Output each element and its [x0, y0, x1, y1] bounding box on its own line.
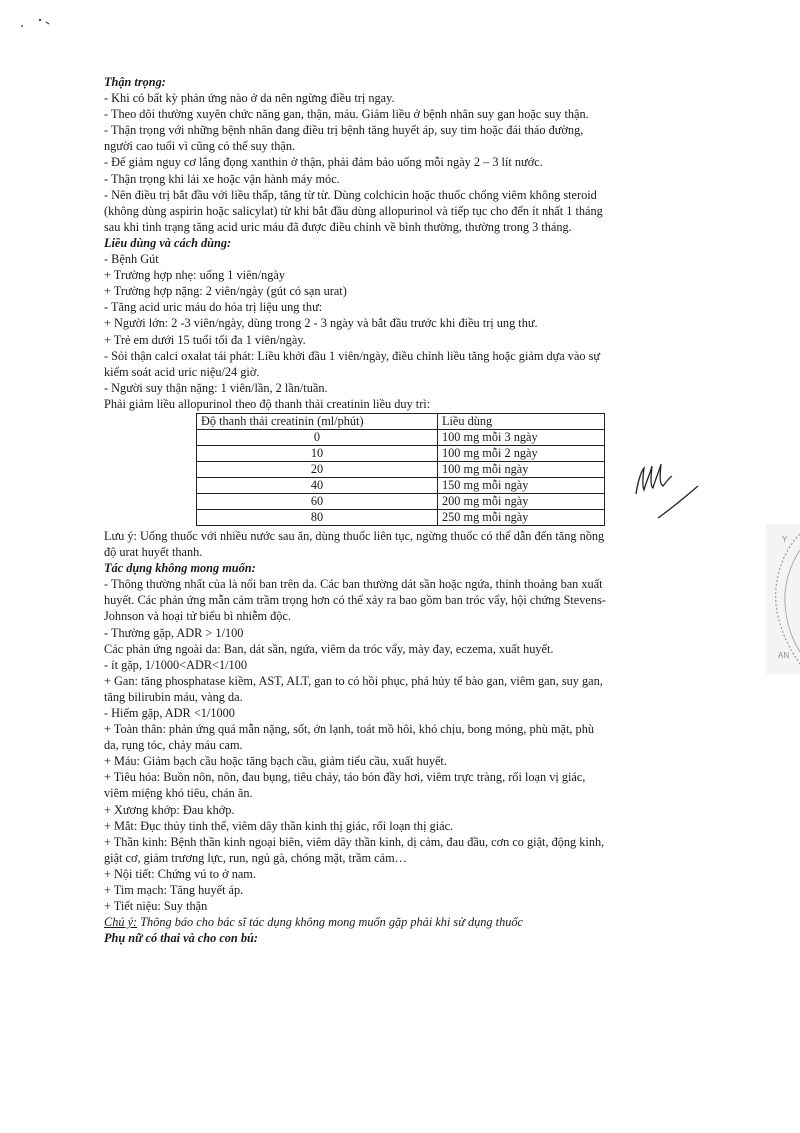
caution-heading: Thận trọng: [104, 75, 166, 89]
text-line: sau khi tình trạng tăng acid uric máu đã được điều chỉnh về bình thường, thường trong 3 tháng. [104, 219, 572, 234]
text-line: tăng bilirubin máu, vàng da. [104, 689, 243, 704]
text-line: + Xương khớp: Đau khớp. [104, 802, 235, 817]
text-line: + Toàn thân: phản ứng quá mẫn nặng, sốt, ớn lạnh, toát mồ hôi, khó chịu, bong móng, phù mặt, phù [104, 722, 594, 737]
table-header-cell: Độ thanh thải creatinin (ml/phút) [197, 413, 438, 429]
table-cell: 200 mg mỗi ngày [438, 493, 605, 509]
text-line: + Trường hợp nặng: 2 viên/ngày (gút có sạn urat) [104, 284, 347, 299]
table-cell: 100 mg mỗi ngày [438, 461, 605, 477]
table-row [197, 445, 605, 461]
table-row [197, 429, 605, 445]
side-effects-section [104, 576, 720, 930]
table-cell: 60 [197, 493, 438, 509]
table-cell: 0 [197, 429, 438, 445]
text-line: người cao tuổi vì cũng có thể suy thận. [104, 139, 296, 154]
text-line: + Máu: Giảm bạch cầu hoặc tăng bạch cầu, giảm tiểu cầu, xuất huyết. [104, 754, 447, 769]
text-line: + Nội tiết: Chứng vú to ở nam. [104, 866, 256, 881]
dosage-note [104, 528, 720, 560]
dosage-table [196, 413, 605, 526]
table-cell: 40 [197, 477, 438, 493]
text-line: - Sỏi thận calci oxalat tái phát: Liều khởi đầu 1 viên/ngày, điều chỉnh liều tăng hoặc giảm dựa vào sự [104, 348, 601, 363]
table-cell: 10 [197, 445, 438, 461]
text-line: độ urat huyết thanh. [104, 545, 203, 560]
table-row [197, 493, 605, 509]
text-line: - Thông thường nhất của là nổi ban trên da. Các ban thường dát sần hoặc ngứa, thỉnh thoảng ban xuất [104, 577, 603, 592]
text-line: Johnson và hoại tử biểu bì nhiễm độc. [104, 609, 291, 624]
pregnancy-heading: Phụ nữ có thai và cho con bú: [104, 931, 258, 946]
text-line: Lưu ý: Uống thuốc với nhiều nước sau ăn, dùng thuốc liên tục, ngừng thuốc có thể dẫn đến tăng nồng [104, 528, 605, 543]
table-header-cell: Liều dùng [438, 413, 605, 429]
text-line: - ít gặp, 1/1000<ADR<1/100 [104, 657, 247, 672]
text-line: Các phản ứng ngoài da: Ban, dát sần, ngứa, viêm da tróc vẩy, mày đay, eczema, xuất huyết. [104, 641, 554, 656]
text-line: da, rụng tóc, chảy máu cam. [104, 738, 243, 753]
text-line: - Hiếm gặp, ADR <1/1000 [104, 706, 235, 720]
text-line: + Tiêu hóa: Buồn nôn, nôn, đau bụng, tiêu chảy, táo bón đầy hơi, viêm trực tràng, rối loạn vị giác, [104, 770, 586, 785]
text-line: Phải giảm liều allopurinol theo độ thanh thải creatinin liều duy trì: [104, 396, 431, 411]
text-line: - Để giảm nguy cơ lắng đọng xanthin ở thận, phải đảm bảo uống mỗi ngày 2 – 3 lít nước. [104, 155, 543, 170]
signature-icon [628, 452, 708, 522]
text-line: - Thường gặp, ADR > 1/100 [104, 625, 244, 640]
text-line: - Thận trọng khi lái xe hoặc vận hành máy móc. [104, 171, 340, 186]
table-header-row [197, 413, 605, 429]
text-line: - Bệnh Gút [104, 252, 159, 267]
text-line: - Nên điều trị bắt đầu với liều thấp, tăng từ từ. Dùng colchicin hoặc thuốc chống viêm không steroid [104, 187, 597, 202]
text-line: giật cơ, giảm trương lực, run, ngủ gà, chóng mặt, trầm cảm… [104, 850, 407, 865]
table-cell: 80 [197, 509, 438, 525]
text-line: - Tăng acid uric máu do hóa trị liệu ung thư: [104, 300, 323, 315]
text-line: + Gan: tăng phosphatase kiềm, AST, ALT, gan to có hồi phục, phá hủy tế bào gan, viêm gan, suy gan, [104, 673, 603, 688]
scan-speck-icon [16, 14, 56, 34]
text-line: - Khi có bất kỳ phản ứng nào ở da nên ngừng điều trị ngay. [104, 91, 395, 106]
text-line: - Thận trọng với những bệnh nhân đang điều trị bệnh tăng huyết áp, suy tim hoặc đái tháo đường, [104, 123, 584, 138]
table-row [197, 461, 605, 477]
text-line: huyết. Các phản ứng mẫn cảm trầm trọng hơn có thể xảy ra bao gồm ban tróc vẩy, hội chứng Stevens- [104, 593, 606, 608]
text-line: + Tim mạch: Tăng huyết áp. [104, 883, 244, 898]
text-line: + Thần kinh: Bệnh thần kinh ngoại biên, viêm dây thần kinh, dị cảm, đau đầu, cơn co giật, động kinh, [104, 834, 605, 849]
text-line: + Tiết niệu: Suy thận [104, 899, 208, 914]
table-cell: 20 [197, 461, 438, 477]
text-line: + Người lớn: 2 -3 viên/ngày, dùng trong 2 - 3 ngày và bắt đầu trước khi điều trị ung thư. [104, 316, 538, 331]
side-effects-heading: Tác dụng không mong muốn: [104, 561, 256, 576]
table-cell: 150 mg mỗi ngày [438, 477, 605, 493]
text-line: (không dùng aspirin hoặc salicylat) từ khi bắt đầu dùng allopurinol và tiếp tục cho đến ít nhất 1 tháng [104, 203, 603, 218]
svg-text:Y: Y [782, 535, 788, 544]
text-line: + Trẻ em dưới 15 tuổi tối đa 1 viên/ngày. [104, 332, 306, 347]
table-cell: 100 mg mỗi 2 ngày [438, 445, 605, 461]
text-line: kiểm soát acid uric niệu/24 giờ. [104, 364, 260, 379]
side-effects-note [104, 914, 720, 930]
table-row [197, 477, 605, 493]
note-text: Thông báo cho bác sĩ tác dụng không mong muốn gặp phải khi sử dụng thuốc [137, 915, 523, 930]
table-cell: 100 mg mỗi 3 ngày [438, 429, 605, 445]
text-line: - Người suy thận nặng: 1 viên/lần, 2 lần/tuần. [104, 380, 328, 395]
table-row [197, 509, 605, 525]
dosage-heading: Liều dùng và cách dùng: [104, 235, 232, 250]
text-line: viêm miệng khó tiêu, chán ăn. [104, 786, 253, 801]
text-line: + Trường hợp nhẹ: uống 1 viên/ngày [104, 268, 286, 283]
dosage-section [104, 251, 720, 412]
stamp-icon [760, 524, 800, 674]
note-label: Chú ý: [104, 915, 138, 930]
table-cell: 250 mg mỗi ngày [438, 509, 605, 525]
text-line: - Theo dõi thường xuyên chức năng gan, thận, máu. Giảm liều ở bệnh nhân suy gan hoặc suy thận. [104, 107, 589, 122]
caution-section [104, 90, 720, 235]
svg-text:AN: AN [778, 651, 790, 660]
text-line: + Mắt: Đục thủy tinh thể, viêm dây thần kinh thị giác, rối loạn thị giác. [104, 818, 454, 833]
